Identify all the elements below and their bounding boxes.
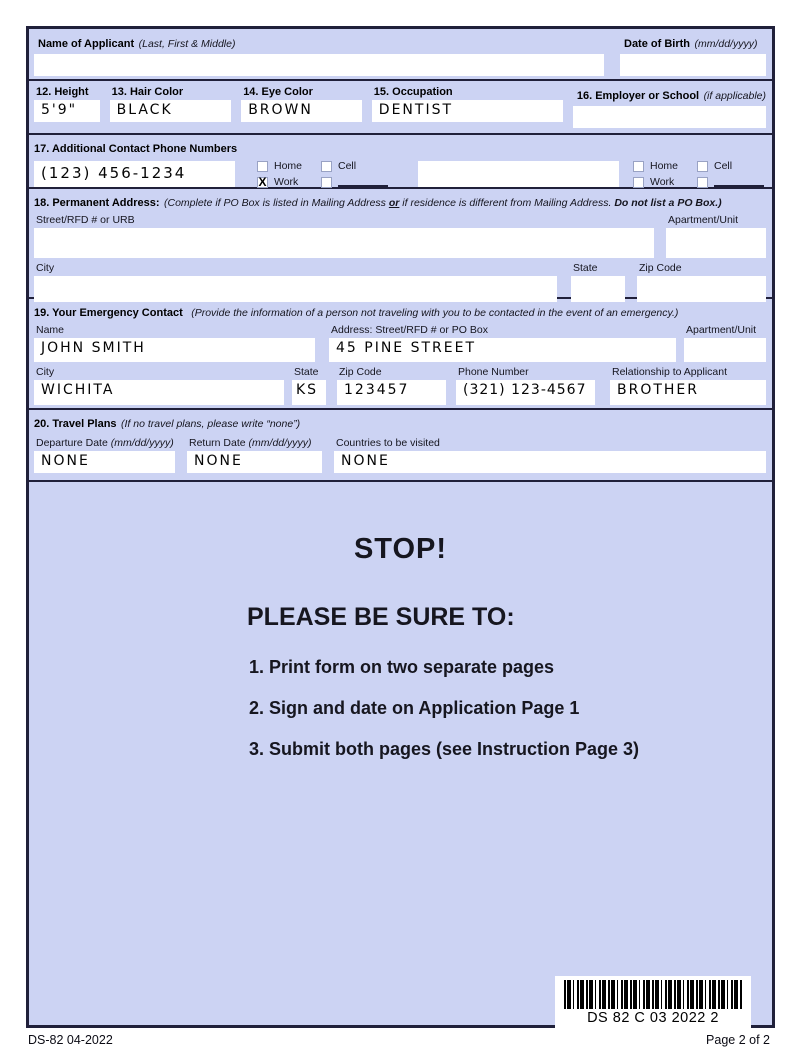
ec-zip-field[interactable]: 123457 (337, 380, 446, 405)
permanent-address-section (29, 189, 772, 299)
name-of-applicant-field[interactable] (34, 54, 604, 76)
return-date-field[interactable]: NONE (187, 451, 322, 473)
emergency-contact-title: 19. Your Emergency Contact (Provide the information of a person not traveling with you to be contacted in the event of an emergency.) (34, 307, 679, 319)
travel-plans-section (29, 410, 772, 482)
occupation-label: 15. Occupation (373, 86, 453, 98)
phone1-field[interactable]: (123) 456-1234 (34, 161, 235, 187)
phone2-home-checkbox[interactable] (633, 161, 644, 172)
employer-field[interactable] (573, 106, 766, 128)
eye-color-label: 14. Eye Color (243, 86, 313, 98)
ec-phone-field[interactable]: (321) 123-4567 (456, 380, 595, 405)
ec-city-label: City (36, 366, 55, 378)
ec-address-field[interactable]: 45 PINE STREET (329, 338, 676, 362)
form-number-footer: DS-82 04-2022 (28, 1033, 113, 1047)
phone1-other-writein-line[interactable] (338, 177, 388, 187)
phone2-other-checkbox[interactable] (697, 177, 708, 188)
applicant-name-section (29, 29, 772, 81)
ec-relationship-label: Relationship to Applicant (612, 366, 727, 378)
ec-name-label: Name (36, 324, 65, 336)
phone1-home-label: Home (274, 160, 303, 172)
ec-relationship-field[interactable]: BROTHER (610, 380, 766, 405)
permanent-address-title: 18. Permanent Address: (Complete if PO Box is listed in Mailing Address or if residence is different from Mailing Address. Do not list a PO Box.) (34, 197, 722, 209)
perm-zip-label: Zip Code (639, 262, 682, 274)
stop-item-1: 1. Print form on two separate pages (249, 657, 555, 677)
employer-label: 16. Employer or School (if applicable) (576, 90, 767, 102)
perm-apartment-label: Apartment/Unit (668, 214, 739, 226)
barcode-box (555, 976, 751, 1028)
stop-notice-section (29, 482, 772, 1025)
ds82-form-page2 (26, 26, 775, 1028)
hair-color-label: 13. Hair Color (111, 86, 184, 98)
height-label: 12. Height (36, 86, 89, 98)
stop-items (29, 657, 772, 760)
countries-field[interactable]: NONE (334, 451, 766, 473)
ec-apartment-label: Apartment/Unit (686, 324, 757, 336)
return-date-label: Return Date (mm/dd/yyyy) (189, 437, 312, 449)
perm-city-label: City (36, 262, 55, 274)
stop-title: STOP! (353, 533, 448, 565)
perm-street-label: Street/RFD # or URB (36, 214, 135, 226)
ec-zip-label: Zip Code (339, 366, 382, 378)
stop-heading: PLEASE BE SURE TO: (247, 603, 515, 631)
phone2-cell-checkbox[interactable] (697, 161, 708, 172)
height-field[interactable]: 5'9" (34, 100, 100, 122)
travel-plans-title: 20. Travel Plans (If no travel plans, please write “none”) (34, 418, 301, 430)
ec-address-label: Address: Street/RFD # or PO Box (331, 324, 488, 336)
countries-label: Countries to be visited (336, 437, 440, 449)
ec-state-label: State (294, 366, 319, 378)
departure-date-field[interactable]: NONE (34, 451, 175, 473)
phone1-home-checkbox[interactable] (257, 161, 268, 172)
emergency-contact-section (29, 299, 772, 410)
phone2-cell-label: Cell (714, 160, 733, 172)
phone1-work-label: Work (274, 176, 299, 188)
stop-item-2: 2. Sign and date on Application Page 1 (249, 698, 580, 718)
stop-item-3: 3. Submit both pages (see Instruction Page 3) (249, 739, 640, 759)
phone2-other-writein-line[interactable] (714, 177, 764, 187)
phone1-cell-checkbox[interactable] (321, 161, 332, 172)
phone2-home-label: Home (650, 160, 679, 172)
phone1-other-checkbox[interactable] (321, 177, 332, 188)
perm-apartment-field[interactable] (666, 228, 766, 258)
occupation-field[interactable]: DENTIST (372, 100, 563, 122)
phone-section-title: 17. Additional Contact Phone Numbers (34, 143, 238, 155)
name-of-applicant-label: Name of Applicant (Last, First & Middle) (38, 38, 236, 50)
date-of-birth-field[interactable] (620, 54, 766, 76)
departure-date-label: Departure Date (mm/dd/yyyy) (36, 437, 174, 449)
phone2-work-label: Work (650, 176, 675, 188)
barcode-label: DS 82 C 03 2022 2 (587, 1010, 719, 1026)
phone2-type-group (633, 160, 766, 188)
phone1-cell-label: Cell (338, 160, 357, 172)
ec-apartment-field[interactable] (684, 338, 766, 362)
date-of-birth-label: Date of Birth (mm/dd/yyyy) (624, 38, 758, 50)
ec-state-field[interactable]: KS (292, 380, 326, 405)
ec-name-field[interactable]: JOHN SMITH (34, 338, 315, 362)
perm-street-field[interactable] (34, 228, 654, 258)
phone2-work-checkbox[interactable] (633, 177, 644, 188)
ec-phone-label: Phone Number (458, 366, 529, 378)
phone1-work-checkbox[interactable]: X (258, 174, 267, 189)
ec-city-field[interactable]: WICHITA (34, 380, 284, 405)
phone1-type-group (257, 160, 390, 188)
physical-description-section (29, 81, 772, 135)
eye-color-field[interactable]: BROWN (241, 100, 362, 122)
phone2-field[interactable] (418, 161, 619, 187)
additional-phone-section (29, 135, 772, 189)
perm-state-label: State (573, 262, 598, 274)
barcode-image (564, 980, 742, 1009)
page-number-footer: Page 2 of 2 (706, 1033, 770, 1047)
hair-color-field[interactable]: BLACK (110, 100, 232, 122)
